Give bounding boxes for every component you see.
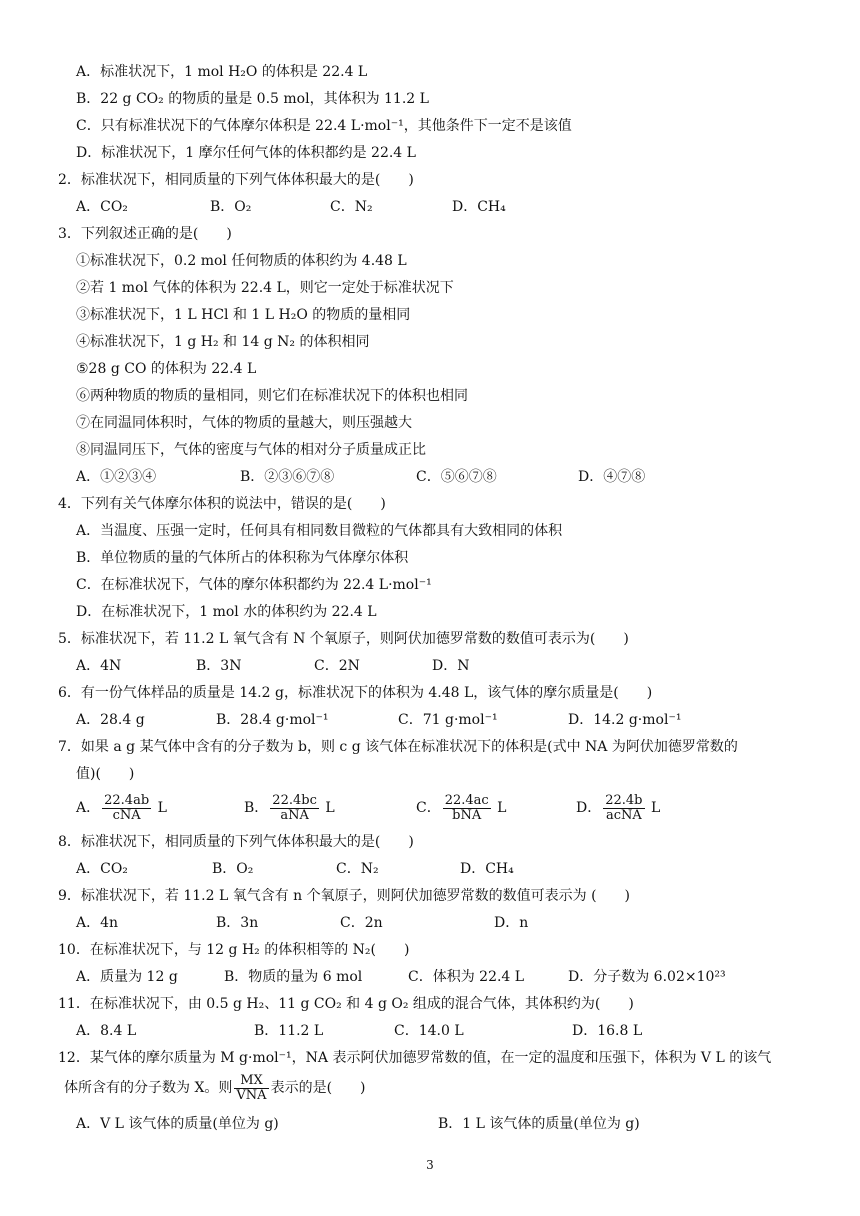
q8-option-b: B．O₂: [212, 861, 254, 877]
q11-option-d: D．16.8 L: [572, 1023, 643, 1039]
q1-option-c: C．只有标准状况下的气体摩尔体积是 22.4 L·mol⁻¹，其他条件下一定不是该值: [76, 118, 572, 134]
question-6: 6．有一份气体样品的质量是 14.2 g，标准状况下的体积为 4.48 L，该气体的摩尔质量是( ): [58, 685, 653, 701]
q12-option-b: B．1 L 该气体的质量(单位为 g): [438, 1116, 640, 1132]
question-10: 10．在标准状况下，与 12 g H₂ 的体积相等的 N₂( ): [58, 942, 410, 958]
q7-option-a: [76, 790, 167, 826]
q7-option-c: [416, 790, 506, 826]
fraction-numerator: 22.4bc: [272, 792, 317, 808]
q7-option-d-label: D．: [576, 800, 602, 816]
fraction-numerator: 22.4b: [605, 792, 643, 808]
q5-options: [76, 656, 776, 676]
q11-option-b: B．11.2 L: [254, 1023, 324, 1039]
fraction-numerator: 22.4ab: [104, 792, 150, 808]
question-7: 7．如果 a g 某气体中含有的分子数为 b，则 c g 该气体在标准状况下的体积是(式中 NA 为阿伏加德罗常数的: [58, 739, 738, 755]
q7-option-a-fraction: [102, 794, 151, 823]
q8-option-c: C．N₂: [336, 861, 379, 877]
question-12: 12．某气体的摩尔质量为 M g·mol⁻¹，NA 表示阿伏加德罗常数的值，在一定的温度和压强下，体积为 V L 的该气: [58, 1050, 772, 1066]
q4-option-d: D．在标准状况下，1 mol 水的体积约为 22.4 L: [76, 604, 377, 620]
q6-options: [76, 710, 796, 730]
question-8: 8．标准状况下，相同质量的下列气体体积最大的是( ): [58, 834, 414, 850]
unit: L: [157, 800, 167, 816]
q3-option-b: B．②③⑥⑦⑧: [240, 469, 335, 485]
q11-options: [76, 1021, 796, 1041]
q4-option-a: A．当温度、压强一定时，任何具有相同数目微粒的气体都具有大致相同的体积: [76, 523, 563, 539]
q8-options: [76, 859, 776, 879]
q4-option-b: B．单位物质的量的气体所占的体积称为气体摩尔体积: [76, 550, 409, 566]
q7-option-b: [244, 790, 335, 826]
q2-option-d: D．CH₄: [452, 199, 506, 215]
question-7-continued: 值)( ): [76, 766, 135, 782]
q12-text-before: 体所含有的分子数为 X。则: [64, 1080, 233, 1096]
q10-options: [76, 967, 796, 987]
fraction-denominator: cNA: [112, 807, 141, 823]
q12-text-after: 表示的是( ): [270, 1080, 366, 1096]
q1-option-b: B．22 g CO₂ 的物质的量是 0.5 mol，其体积为 11.2 L: [76, 91, 429, 107]
q2-option-c: C．N₂: [330, 199, 373, 215]
unit: L: [650, 800, 661, 816]
q10-option-b: B．物质的量为 6 mol: [224, 969, 363, 985]
fraction-denominator: bNA: [452, 807, 482, 823]
fraction-numerator: MX: [234, 1074, 268, 1089]
q10-option-d: D．分子数为 6.02×10²³: [568, 969, 726, 985]
question-2: 2．标准状况下，相同质量的下列气体体积最大的是( ): [58, 172, 414, 188]
q3-statement-5: ⑤28 g CO 的体积为 22.4 L: [76, 361, 257, 377]
q3-statement-1: ①标准状况下，0.2 mol 任何物质的体积约为 4.48 L: [76, 253, 407, 269]
q10-option-c: C．体积为 22.4 L: [408, 969, 525, 985]
q5-option-a: A．4N: [76, 658, 122, 674]
unit: L: [325, 800, 335, 816]
q1-option-d: D．标准状况下，1 摩尔任何气体的体积都约是 22.4 L: [76, 145, 416, 161]
question-4: 4．下列有关气体摩尔体积的说法中，错误的是( ): [58, 496, 386, 512]
q3-statement-4: ④标准状况下，1 g H₂ 和 14 g N₂ 的体积相同: [76, 334, 370, 350]
q5-option-b: B．3N: [196, 658, 242, 674]
q3-statement-6: ⑥两种物质的物质的量相同，则它们在标准状况下的体积也相同: [76, 388, 468, 404]
q2-option-a: A．CO₂: [76, 199, 128, 215]
question-12-continued: [64, 1070, 366, 1106]
q6-option-a: A．28.4 g: [76, 712, 145, 728]
q7-option-b-fraction: [270, 794, 319, 823]
q6-option-d: D．14.2 g·mol⁻¹: [568, 712, 682, 728]
q9-option-d: D．n: [494, 915, 529, 931]
q2-option-b: B．O₂: [210, 199, 252, 215]
q3-statement-7: ⑦在同温同体积时，气体的物质的量越大，则压强越大: [76, 415, 412, 431]
q2-options: [76, 197, 776, 217]
q3-statement-2: ②若 1 mol 气体的体积为 22.4 L，则它一定处于标准状况下: [76, 280, 454, 296]
question-3: 3．下列叙述正确的是( ): [58, 226, 232, 242]
page-number: 3: [426, 1158, 434, 1172]
q7-options: [76, 790, 796, 826]
q5-option-d: D．N: [432, 658, 470, 674]
q8-option-d: D．CH₄: [460, 861, 514, 877]
fraction-denominator: acNA: [605, 807, 642, 823]
q1-option-a: A．标准状况下，1 mol H₂O 的体积是 22.4 L: [76, 64, 368, 80]
q4-option-c: C．在标准状况下，气体的摩尔体积都约为 22.4 L·mol⁻¹: [76, 577, 432, 593]
q3-option-c: C．⑤⑥⑦⑧: [416, 469, 497, 485]
q12-option-a: A．V L 该气体的质量(单位为 g): [76, 1116, 279, 1132]
q9-options: [76, 913, 776, 933]
question-9: 9．标准状况下，若 11.2 L 氧气含有 n 个氧原子，则阿伏加德罗常数的数值可表示为 ( ): [58, 888, 631, 904]
fraction-denominator: aNA: [280, 807, 309, 823]
q3-option-d: D．④⑦⑧: [578, 469, 646, 485]
question-5: 5．标准状况下，若 11.2 L 氧气含有 N 个氧原子，则阿伏加德罗常数的数值可表示为( ): [58, 631, 629, 647]
q7-option-c-fraction: [443, 794, 491, 823]
unit: L: [497, 800, 507, 816]
question-11: 11．在标准状况下，由 0.5 g H₂、11 g CO₂ 和 4 g O₂ 组成的混合气体，其体积约为( ): [58, 996, 634, 1012]
q9-option-c: C．2n: [340, 915, 383, 931]
q12-options: [76, 1114, 796, 1134]
q7-option-d-fraction: [603, 794, 644, 823]
fraction-numerator: 22.4ac: [444, 792, 489, 808]
q5-option-c: C．2N: [314, 658, 360, 674]
q11-option-c: C．14.0 L: [394, 1023, 464, 1039]
q7-option-c-label: C．: [416, 800, 441, 816]
q10-option-a: A．质量为 12 g: [76, 969, 178, 985]
q9-option-b: B．3n: [216, 915, 259, 931]
q7-option-d: [576, 790, 660, 826]
q3-option-a: A．①②③④: [76, 469, 157, 485]
q7-option-a-label: A．: [76, 800, 101, 816]
q8-option-a: A．CO₂: [76, 861, 128, 877]
q9-option-a: A．4n: [76, 915, 119, 931]
q3-statement-8: ⑧同温同压下，气体的密度与气体的相对分子质量成正比: [76, 442, 426, 458]
q7-option-b-label: B．: [244, 800, 269, 816]
fraction-denominator: VNA: [236, 1087, 267, 1103]
q12-fraction: [234, 1074, 268, 1103]
q11-option-a: A．8.4 L: [76, 1023, 137, 1039]
q3-options: [76, 467, 776, 487]
q3-statement-3: ③标准状况下，1 L HCl 和 1 L H₂O 的物质的量相同: [76, 307, 411, 323]
q6-option-c: C．71 g·mol⁻¹: [398, 712, 498, 728]
q6-option-b: B．28.4 g·mol⁻¹: [216, 712, 329, 728]
